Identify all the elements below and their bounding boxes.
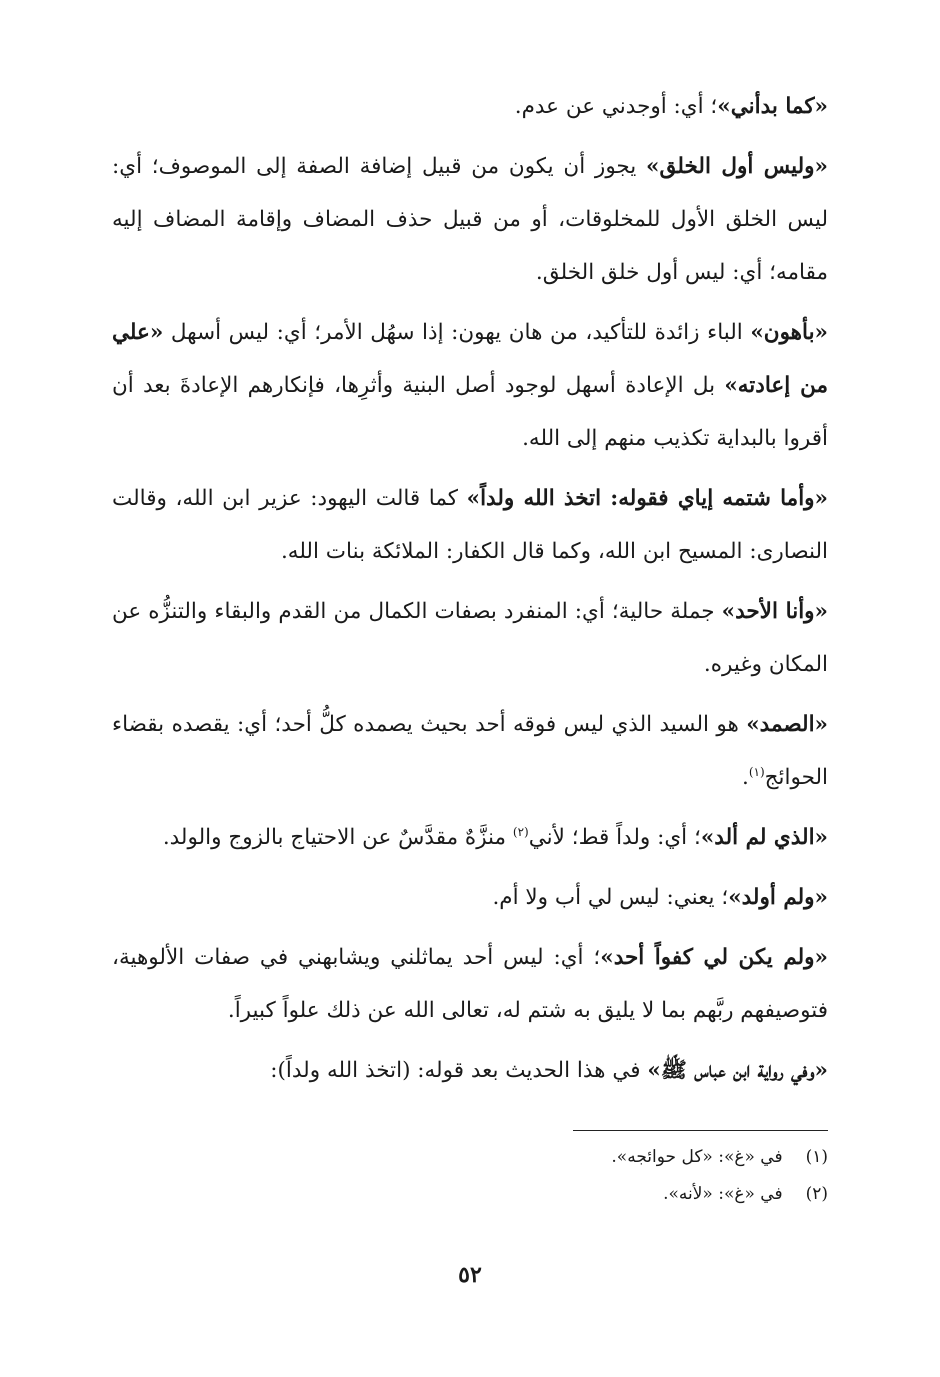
quoted-phrase: «ولم أولد»	[728, 885, 828, 910]
paragraph	[112, 698, 828, 804]
quoted-phrase: «ولم يكن لي كفواً أحد»	[600, 945, 828, 970]
quoted-phrase: «علي من إعادته»	[112, 320, 828, 398]
quoted-phrase: «وأما شتمه إياي فقوله: اتخذ الله ولداً»	[466, 486, 828, 511]
quoted-phrase: «الصمد»	[746, 712, 828, 737]
quoted-phrase: «وأنا الأحد»	[721, 599, 828, 624]
paragraph	[112, 1044, 828, 1097]
footnote-divider	[573, 1130, 828, 1131]
paragraph	[112, 306, 828, 465]
paragraph-text: هو السيد الذي ليس فوقه أحد بحيث يصمده كلُّ أحد؛ أي: يقصده بقضاء الحوائج	[112, 712, 828, 790]
footnote-1	[128, 1139, 828, 1176]
paragraph-text: منزَّهٌ مقدَّسٌ عن الاحتياج بالزوج والولد.	[162, 825, 513, 850]
paragraph	[112, 585, 828, 691]
paragraph-text: يجوز أن يكون من قبيل إضافة الصفة إلى الموصوف؛ أي: ليس الخلق الأول للمخلوقات، أو من قبيل حذف المضاف وإقامة المضاف إليه مقامه؛ أي: ليس أول خلق الخلق.	[112, 154, 828, 285]
paragraph-text: جملة حالية؛ أي: المنفرد بصفات الكمال من القدم والبقاء والتنزُّه عن المكان وغيره.	[112, 599, 828, 677]
quoted-phrase: «بأهون»	[750, 320, 828, 345]
paragraph	[112, 811, 828, 864]
footnote-number: (٢)	[805, 1184, 828, 1204]
paragraph-text: كما قالت اليهود: عزير ابن الله، وقالت النصارى: المسيح ابن الله، وكما قال الكفار: الملائكة بنات الله.	[112, 486, 828, 564]
footnote-number: (١)	[805, 1147, 828, 1167]
paragraph-text: بل الإعادة أسهل لوجود أصل البنية وأثرِها، فإنكارهم الإعادةَ بعد أن أقروا بالبداية تكذيب منهم إلى الله.	[112, 373, 828, 451]
paragraph	[112, 140, 828, 299]
paragraph-text: في هذا الحديث بعد قوله: (اتخذ الله ولداً):	[270, 1058, 648, 1083]
paragraph-text: ؛ أي: ليس أحد يماثلني ويشابهني في صفات الألوهية، فتوصيفهم ربَّهم بما لا يليق به شتم له، تعالى الله عن ذلك علواً كبيراً.	[112, 945, 828, 1023]
paragraph	[112, 80, 828, 133]
footnote-ref: (٢)	[512, 824, 529, 839]
page-number: ٥٢	[458, 1262, 482, 1288]
footnote-text: في «غ»: «لأنه».	[663, 1184, 783, 1204]
footnotes	[128, 1130, 828, 1213]
quoted-phrase: «وليس أول الخلق»	[646, 154, 828, 179]
paragraph-list	[112, 80, 828, 1097]
paragraph	[112, 472, 828, 578]
paragraph	[112, 871, 828, 924]
paragraph-text: الباء زائدة للتأكيد، من هان يهون: إذا سهُل الأمر؛ أي: ليس أسهل	[163, 320, 751, 345]
paragraph-text: ؛ يعني: ليس لي أب ولا أم.	[492, 885, 729, 910]
quoted-phrase: «وفي رواية ابن عباس ﷺ»	[647, 1058, 828, 1083]
footnote-text: في «غ»: «كل حوائجه».	[611, 1147, 783, 1167]
page-body	[112, 80, 828, 1104]
footnote-2	[128, 1176, 828, 1213]
paragraph-text: ؛ أي: ولداً قط؛ لأني	[528, 825, 701, 850]
paragraph-text: .	[741, 765, 749, 790]
paragraph-text: ؛ أي: أوجدني عن عدم.	[514, 94, 718, 119]
footnote-ref: (١)	[748, 764, 765, 779]
quoted-phrase: «كما بدأني»	[717, 94, 828, 119]
quoted-phrase: «الذي لم ألد»	[700, 825, 828, 850]
paragraph	[112, 931, 828, 1037]
